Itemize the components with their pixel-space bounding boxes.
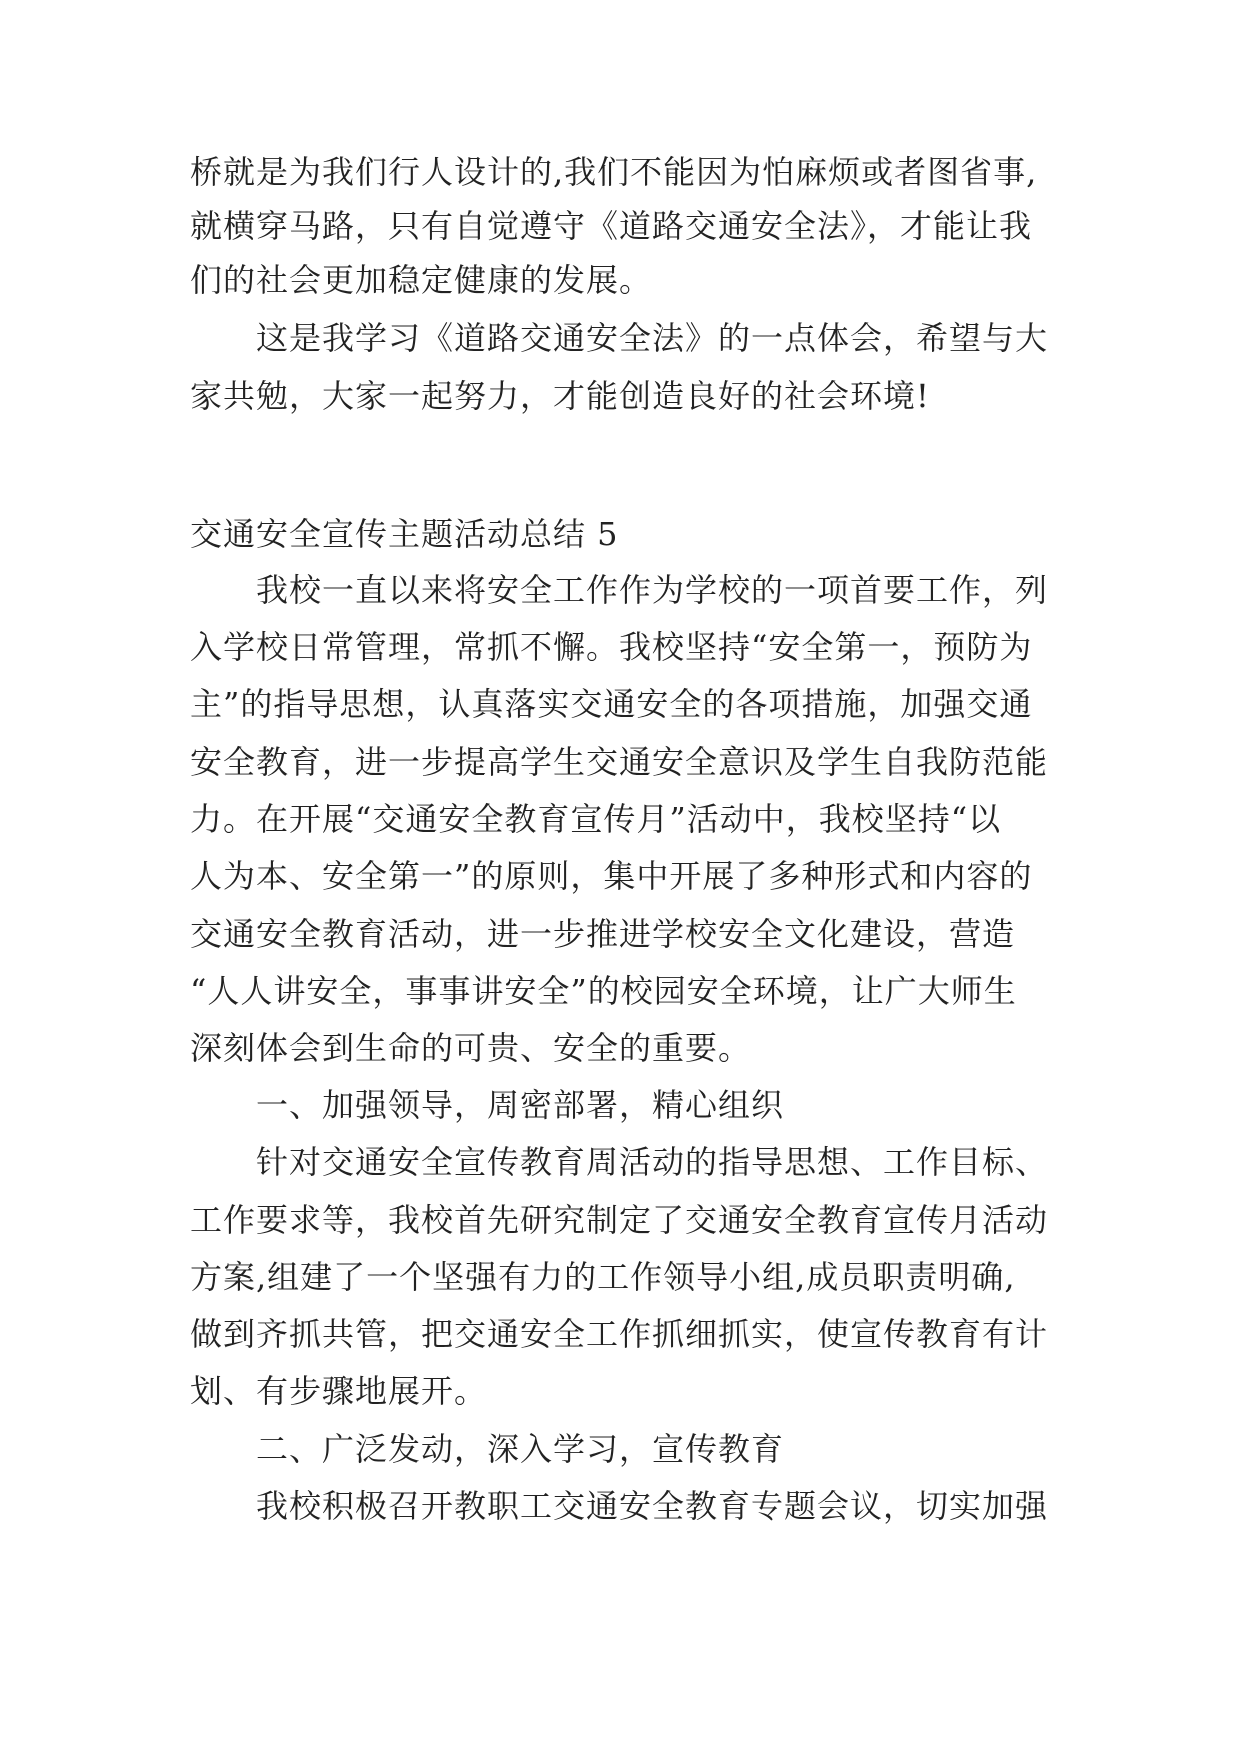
text-line: 我校积极召开教职工交通安全教育专题会议，切实加强 [256, 1487, 1049, 1525]
text-line: 就横穿马路，只有自觉遵守《道路交通安全法》，才能让我 [190, 207, 1033, 245]
text-line: 主”的指导思想，认真落实交通安全的各项措施，加强交通 [190, 685, 1033, 723]
section-title: 交通安全宣传主题活动总结 5 [190, 515, 619, 553]
text-line: 交通安全教育活动，进一步推进学校安全文化建设，营造 [190, 915, 1016, 953]
text-line: 安全教育，进一步提高学生交通安全意识及学生自我防范能 [190, 743, 1049, 781]
subheading: 一、加强领导，周密部署，精心组织 [256, 1086, 785, 1124]
text-line: 人为本、安全第一”的原则，集中开展了多种形式和内容的 [190, 857, 1033, 895]
text-line: 做到齐抓共管，把交通安全工作抓细抓实，使宣传教育有计 [190, 1315, 1049, 1353]
text-line: 桥就是为我们行人设计的,我们不能因为怕麻烦或者图省事, [190, 153, 1038, 191]
text-line: 力。在开展“交通安全教育宣传月”活动中，我校坚持“以 [190, 800, 1002, 838]
text-line: 划、有步骤地展开。 [190, 1372, 488, 1410]
text-line: “人人讲安全，事事讲安全”的校园安全环境，让广大师生 [190, 972, 1017, 1010]
text-line: 方案,组建了一个坚强有力的工作领导小组,成员职责明确, [190, 1258, 1016, 1296]
text-line: 深刻体会到生命的可贵、安全的重要。 [190, 1029, 752, 1067]
text-line: 家共勉，大家一起努力，才能创造良好的社会环境! [190, 377, 930, 415]
text-line: 入学校日常管理，常抓不懈。我校坚持“安全第一，预防为 [190, 628, 1033, 666]
text-line: 我校一直以来将安全工作作为学校的一项首要工作，列 [256, 571, 1049, 609]
text-line: 们的社会更加稳定健康的发展。 [190, 261, 653, 299]
text-line: 这是我学习《道路交通安全法》的一点体会，希望与大 [256, 319, 1049, 357]
text-line: 针对交通安全宣传教育周活动的指导思想、工作目标、 [256, 1143, 1049, 1181]
subheading: 二、广泛发动，深入学习，宣传教育 [256, 1430, 785, 1468]
text-line: 工作要求等，我校首先研究制定了交通安全教育宣传月活动 [190, 1201, 1049, 1239]
